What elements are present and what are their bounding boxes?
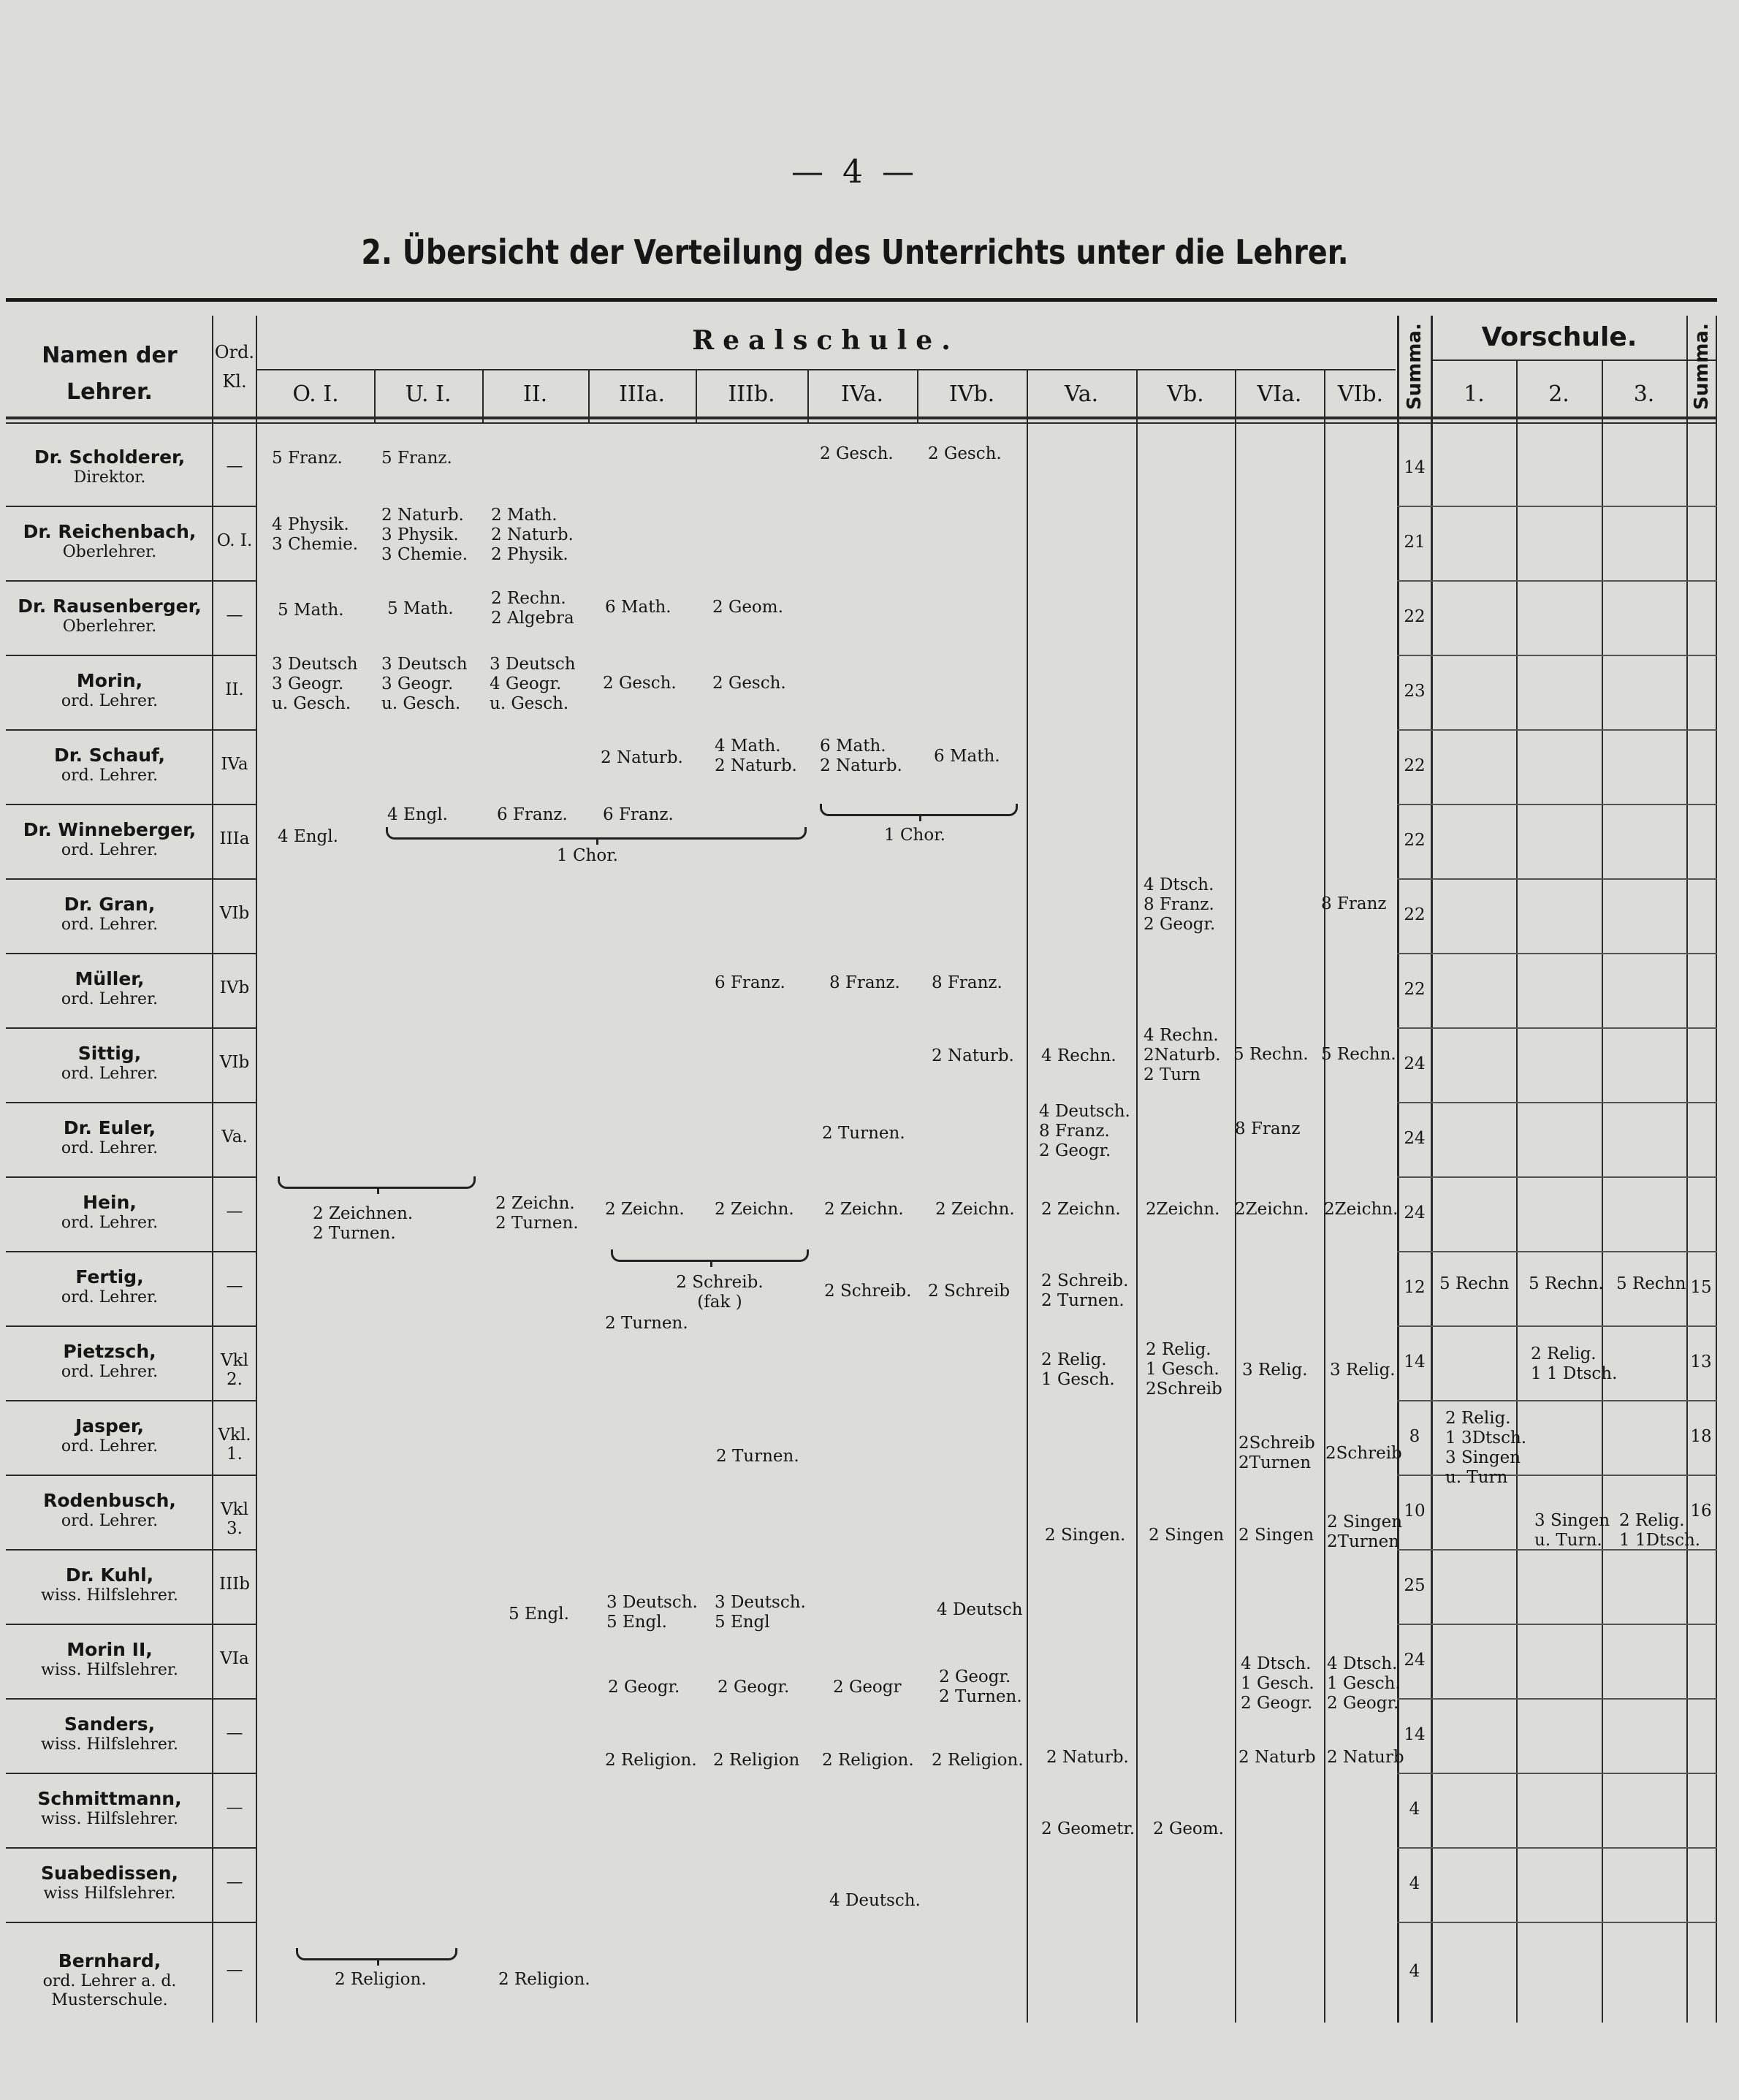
header-subrule	[256, 369, 1396, 370]
assignment-cell: 2 Relig. 1 Gesch. 2Schreib	[1146, 1340, 1222, 1399]
teacher-rank: ord. Lehrer.	[61, 916, 159, 934]
teacher-entry	[7, 1341, 212, 1382]
assignment-cell: 3 Deutsch 3 Geogr. u. Gesch.	[272, 655, 358, 713]
assignment-cell: 3 Deutsch 3 Geogr. u. Gesch.	[381, 655, 468, 713]
class-header: VIa.	[1257, 381, 1302, 407]
grid-vline	[1136, 369, 1138, 2023]
grid-vline	[212, 316, 213, 2023]
ordinarius-class: —	[226, 1960, 243, 1979]
assignment-cell: 2 Naturb.	[601, 748, 683, 767]
assignment-cell: 2 Gesch.	[603, 674, 677, 693]
row-rule	[6, 1549, 256, 1551]
assignment-cell: 5 Franz.	[381, 449, 452, 468]
row-sum: 24	[1404, 1651, 1426, 1670]
row-rule	[1397, 580, 1717, 582]
ordinarius-class: —	[226, 1202, 243, 1221]
ordinarius-class: VIb	[219, 904, 250, 923]
teacher-entry	[7, 968, 212, 1009]
assignment-cell: 2 Zeichn.	[1041, 1200, 1121, 1219]
brace	[820, 804, 1018, 816]
brace	[296, 1948, 457, 1960]
ordinarius-class: —	[226, 1873, 243, 1892]
assignment-cell: 6 Math. 2 Naturb.	[820, 737, 902, 775]
row-sum: 10	[1404, 1502, 1426, 1521]
assignment-cell: 4 Engl.	[387, 805, 448, 824]
assignment-cell: 5 Franz.	[272, 449, 343, 468]
row-rule	[1397, 1922, 1717, 1923]
row-rule	[6, 1325, 256, 1327]
ordinarius-class: —	[226, 1277, 243, 1296]
row-rule	[6, 655, 256, 656]
teacher-name: Morin,	[76, 670, 143, 691]
teacher-entry	[7, 819, 212, 860]
ordinarius-class: —	[226, 1798, 243, 1817]
teacher-entry	[7, 1788, 212, 1829]
row-rule	[1397, 878, 1717, 880]
assignment-cell: 5 Rechn.	[1233, 1045, 1309, 1064]
teacher-entry	[7, 1713, 212, 1754]
teacher-name: Dr. Euler,	[63, 1117, 156, 1138]
assignment-cell: 2 Gesch.	[820, 444, 894, 463]
row-sum: 22	[1404, 980, 1426, 999]
ordinarius-class: Vkl 2.	[221, 1351, 248, 1389]
assignment-cell: 2 Turnen.	[822, 1124, 905, 1143]
assignment-cell: 2 Rechn. 2 Algebra	[491, 589, 574, 628]
row-rule	[1397, 1102, 1717, 1103]
class-header: U. I.	[405, 381, 452, 407]
teacher-name: Dr. Winneberger,	[23, 819, 197, 840]
row-rule	[1397, 655, 1717, 656]
teacher-name: Dr. Gran,	[64, 894, 156, 915]
assignment-cell: 5 Math.	[387, 599, 454, 618]
row-rule	[1397, 1176, 1717, 1178]
brace	[278, 1176, 476, 1189]
row-sum: 22	[1404, 607, 1426, 626]
row-sum: 24	[1404, 1054, 1426, 1073]
assignment-cell: 2 Singen 2Turnen	[1327, 1513, 1403, 1551]
teacher-rank: ord. Lehrer.	[61, 1437, 159, 1456]
assignment-cell: 2 Schreib	[928, 1282, 1011, 1301]
teacher-name: Sittig,	[77, 1043, 142, 1064]
row-rule	[6, 804, 256, 805]
assignment-cell: 6 Franz.	[497, 805, 568, 824]
assignment-cell: 4 Dtsch. 8 Franz. 2 Geogr.	[1144, 875, 1216, 934]
assignment-cell: 2 Schreib. 2 Turnen.	[1041, 1271, 1129, 1310]
teacher-entry	[7, 446, 212, 487]
row-rule	[1397, 506, 1717, 507]
teacher-name: Dr. Reichenbach,	[23, 521, 197, 542]
brace	[386, 827, 807, 840]
teacher-rank: ord. Lehrer.	[61, 990, 159, 1008]
row-sum-vorschule: 16	[1690, 1502, 1712, 1521]
assignment-cell: 2 Geom.	[712, 598, 783, 617]
teacher-name: Müller,	[75, 968, 145, 989]
class-header: VIb.	[1337, 381, 1384, 407]
assignment-cell: 2 Zeichn.	[605, 1200, 685, 1219]
teacher-entry	[7, 1043, 212, 1084]
header-ord: Ord. Kl.	[214, 342, 255, 392]
teacher-rank: ord. Lehrer.	[61, 1065, 159, 1083]
class-header: IIIb.	[728, 381, 775, 407]
teacher-entry	[7, 1639, 212, 1680]
row-sum: 14	[1404, 458, 1426, 477]
assignment-cell: 2 Naturb. 3 Physik. 3 Chemie.	[381, 506, 468, 564]
assignment-cell: 5 Math.	[278, 601, 344, 620]
teacher-name: Rodenbusch,	[43, 1490, 176, 1511]
row-sum: 22	[1404, 831, 1426, 850]
ordinarius-class: VIa	[220, 1649, 249, 1668]
class-header: IIIa.	[619, 381, 665, 407]
table-top-rule	[6, 298, 1717, 302]
assignment-cell: 6 Franz.	[603, 805, 674, 824]
assignment-cell: 2 Schreib.	[824, 1282, 912, 1301]
row-rule	[1397, 1027, 1717, 1029]
teacher-rank: Direktor.	[73, 468, 146, 487]
assignment-cell: 2 Zeichnen. 2 Turnen.	[313, 1204, 414, 1243]
teacher-rank: ord. Lehrer a. d. Musterschule.	[42, 1972, 177, 2009]
teacher-entry	[7, 1863, 212, 1903]
grid-vline	[256, 316, 257, 2023]
row-rule	[6, 1773, 256, 1774]
vorschule-class-header: 1.	[1464, 381, 1485, 407]
assignment-cell: 8 Franz	[1321, 894, 1387, 913]
assignment-cell: 4 Deutsch. 8 Franz. 2 Geogr.	[1039, 1102, 1130, 1160]
assignment-cell: 2 Gesch.	[712, 674, 786, 693]
row-sum-vorschule: 15	[1690, 1278, 1712, 1297]
row-rule	[1397, 1773, 1717, 1774]
teacher-name: Hein,	[83, 1192, 137, 1213]
teacher-name: Schmittmann,	[37, 1788, 182, 1809]
assignment-cell: 2 Geogr. 2 Turnen.	[939, 1667, 1022, 1706]
row-rule	[1397, 729, 1717, 731]
assignment-cell: 2Zeichn.	[1324, 1200, 1399, 1219]
assignment-cell: 2 Relig. 1 3Dtsch. 3 Singen u. Turn	[1445, 1409, 1527, 1487]
teacher-entry	[7, 596, 212, 636]
ordinarius-class: Vkl. 1.	[218, 1426, 251, 1464]
assignment-cell: 4 Rechn.	[1041, 1046, 1116, 1065]
grid-vline	[1686, 316, 1688, 2023]
assignment-cell: 5 Rechn	[1616, 1274, 1686, 1293]
assignment-cell: 2 Religion.	[335, 1970, 427, 1989]
ordinarius-class: IIIb	[219, 1575, 250, 1594]
assignment-cell: 5 Engl.	[509, 1605, 569, 1624]
teacher-entry	[7, 1490, 212, 1531]
teacher-rank: ord. Lehrer.	[61, 1288, 159, 1306]
assignment-cell: 2 Geogr.	[718, 1678, 790, 1697]
teacher-rank: wiss. Hilfslehrer.	[41, 1661, 178, 1679]
vorschule-class-header: 2.	[1548, 381, 1569, 407]
ordinarius-class: IVb	[219, 978, 250, 997]
assignment-cell: 2 Religion	[713, 1751, 800, 1770]
row-sum: 25	[1404, 1576, 1426, 1595]
teacher-name: Jasper,	[75, 1415, 145, 1437]
vorschule-class-header: 3.	[1633, 381, 1655, 407]
row-sum: 14	[1404, 1353, 1426, 1372]
class-header: IVb.	[948, 381, 995, 407]
class-header: Vb.	[1167, 381, 1204, 407]
assignment-cell: 2 Gesch.	[928, 444, 1002, 463]
teacher-rank: ord. Lehrer.	[61, 766, 159, 785]
row-sum: 12	[1404, 1278, 1426, 1297]
teacher-rank: ord. Lehrer.	[61, 841, 159, 859]
row-sum: 22	[1404, 905, 1426, 924]
assignment-cell: 4 Engl.	[278, 827, 338, 846]
row-rule	[6, 1624, 256, 1625]
teacher-rank: wiss Hilfslehrer.	[43, 1884, 176, 1903]
assignment-cell: 2 Zeichn.	[935, 1200, 1015, 1219]
assignment-cell: 2 Naturb.	[932, 1046, 1014, 1065]
row-rule	[6, 953, 256, 954]
header-names: Namen der Lehrer.	[42, 343, 178, 405]
class-header: II.	[522, 381, 548, 407]
ordinarius-class: —	[226, 606, 243, 625]
assignment-cell: 2 Math. 2 Naturb. 2 Physik.	[491, 506, 574, 564]
assignment-cell: 2 Zeichn.	[824, 1200, 904, 1219]
teacher-rank: ord. Lehrer.	[61, 1512, 159, 1530]
assignment-cell: 3 Relig.	[1330, 1361, 1396, 1380]
row-sum: 8	[1409, 1427, 1420, 1446]
row-sum-vorschule: 13	[1690, 1353, 1712, 1372]
assignment-cell: 6 Math.	[934, 747, 1000, 766]
header-bottom-rule	[6, 416, 1717, 419]
teacher-entry	[7, 1564, 212, 1605]
class-header: Va.	[1064, 381, 1099, 407]
row-rule	[1397, 1325, 1717, 1327]
assignment-cell: 2 Geom.	[1153, 1819, 1224, 1838]
row-rule	[1397, 1251, 1717, 1252]
assignment-cell: 4 Deutsch.	[829, 1891, 921, 1910]
assignment-cell: 2 Religion.	[822, 1751, 914, 1770]
ordinarius-class: VIb	[219, 1053, 250, 1072]
teacher-name: Dr. Kuhl,	[65, 1564, 154, 1586]
assignment-cell: 4 Dtsch. 1 Gesch. 2 Geogr.	[1327, 1654, 1401, 1713]
assignment-cell: 4 Physik. 3 Chemie.	[272, 515, 359, 554]
row-sum: 4	[1409, 1800, 1420, 1819]
assignment-cell: 3 Deutsch. 5 Engl.	[606, 1593, 698, 1632]
ordinarius-class: II.	[225, 680, 244, 699]
assignment-cell: 2 Naturb	[1327, 1748, 1404, 1767]
ordinarius-class: Va.	[221, 1127, 248, 1146]
assignment-cell: 2 Relig. 1 1 Dtsch.	[1531, 1344, 1618, 1383]
assignment-cell: 2 Zeichn.	[715, 1200, 794, 1219]
grid-vline	[1324, 369, 1325, 2023]
row-sum: 21	[1404, 533, 1426, 552]
assignment-cell: 2Zeichn.	[1235, 1200, 1309, 1219]
assignment-cell: 2 Naturb.	[1046, 1748, 1129, 1767]
assignment-cell: 2 Geogr	[833, 1678, 902, 1697]
assignment-cell: 8 Franz.	[829, 973, 900, 992]
teacher-entry	[7, 1266, 212, 1307]
header-vorschule: Vorschule.	[1481, 322, 1637, 352]
row-sum: 24	[1404, 1129, 1426, 1148]
teacher-rank: ord. Lehrer.	[61, 1214, 159, 1232]
ordinarius-class: —	[226, 1724, 243, 1743]
teacher-name: Dr. Schauf,	[53, 745, 165, 766]
assignment-cell: 2 Religion.	[498, 1970, 590, 1989]
teacher-entry	[7, 670, 212, 711]
row-rule	[1397, 804, 1717, 805]
row-sum: 22	[1404, 756, 1426, 775]
assignment-cell: 5 Rechn.	[1529, 1274, 1604, 1293]
assignment-cell: 2 Relig. 1 1Dtsch.	[1619, 1511, 1701, 1550]
assignment-cell: 2Zeichn.	[1146, 1200, 1220, 1219]
assignment-cell: 3 Deutsch. 5 Engl	[715, 1593, 806, 1632]
assignment-cell: 8 Franz.	[932, 973, 1002, 992]
ordinarius-class: Vkl 3.	[221, 1500, 248, 1538]
ordinarius-class: —	[226, 457, 243, 476]
assignment-cell: 2 Religion.	[605, 1751, 697, 1770]
row-rule	[6, 506, 256, 507]
teacher-entry	[7, 894, 212, 935]
teacher-name: Suabedissen,	[40, 1863, 178, 1884]
assignment-cell: 8 Franz	[1235, 1119, 1301, 1138]
assignment-cell: 2 Religion.	[932, 1751, 1024, 1770]
assignment-cell: 2 Turnen.	[716, 1447, 799, 1466]
assignment-cell: 2 Schreib. (fak )	[676, 1273, 764, 1312]
teacher-entry	[7, 1950, 212, 2010]
assignment-cell: 2Schreib	[1325, 1444, 1402, 1463]
row-rule	[6, 729, 256, 731]
page-number: — 4 —	[791, 153, 918, 191]
row-rule	[6, 1027, 256, 1029]
row-rule	[1397, 1847, 1717, 1849]
assignment-cell: 3 Relig.	[1242, 1361, 1308, 1380]
assignment-cell: 2 Singen	[1149, 1526, 1225, 1545]
row-rule	[6, 1251, 256, 1252]
assignment-cell: 2 Relig. 1 Gesch.	[1041, 1350, 1115, 1389]
assignment-cell: 2 Singen	[1238, 1526, 1314, 1545]
assignment-cell: 4 Rechn. 2Naturb. 2 Turn	[1144, 1026, 1221, 1084]
grid-vline	[1027, 369, 1028, 2023]
row-rule	[6, 1176, 256, 1178]
teacher-rank: wiss. Hilfslehrer.	[41, 1586, 178, 1605]
grid-vline	[1235, 369, 1236, 2023]
row-rule	[6, 1400, 256, 1401]
teacher-rank: ord. Lehrer.	[61, 1363, 159, 1381]
teacher-entry	[7, 1117, 212, 1158]
assignment-cell: 6 Math.	[605, 598, 671, 617]
assignment-cell: 2 Geogr.	[608, 1678, 680, 1697]
row-sum: 23	[1404, 682, 1426, 701]
teacher-name: Morin II,	[66, 1639, 153, 1660]
ordinarius-class: IIIa	[219, 829, 250, 848]
row-rule	[6, 1698, 256, 1700]
assignment-cell: 3 Deutsch 4 Geogr. u. Gesch.	[490, 655, 576, 713]
ordinarius-class: O. I.	[216, 531, 253, 550]
row-rule	[6, 1847, 256, 1849]
teacher-entry	[7, 745, 212, 785]
assignment-cell: 2 Naturb	[1238, 1748, 1316, 1767]
teacher-name: Dr. Scholderer,	[34, 446, 186, 468]
row-rule	[6, 1475, 256, 1476]
assignment-cell: 6 Franz.	[715, 973, 785, 992]
assignment-cell: 2 Zeichn. 2 Turnen.	[495, 1194, 579, 1233]
row-sum-vorschule: 18	[1690, 1427, 1712, 1446]
grid-vline-summa	[1431, 316, 1433, 2023]
row-rule	[6, 580, 256, 582]
assignment-cell: 2 Geometr.	[1041, 1819, 1135, 1838]
assignment-cell: 4 Dtsch. 1 Gesch. 2 Geogr.	[1241, 1654, 1314, 1713]
ordinarius-class: IVa	[221, 755, 248, 774]
teacher-name: Bernhard,	[58, 1950, 161, 1971]
assignment-cell: 4 Deutsch	[937, 1600, 1023, 1619]
teacher-entry	[7, 521, 212, 562]
row-rule	[6, 1922, 256, 1923]
row-rule	[1397, 953, 1717, 954]
row-sum: 24	[1404, 1203, 1426, 1222]
header-realschule: Realschule.	[692, 325, 959, 356]
teacher-rank: Oberlehrer.	[62, 617, 157, 636]
assignment-cell: 1 Chor.	[884, 826, 945, 845]
page-title: 2. Übersicht der Verteilung des Unterrichts unter die Lehrer.	[361, 232, 1349, 272]
teacher-name: Sanders,	[64, 1713, 156, 1735]
assignment-cell: 2 Singen.	[1045, 1526, 1126, 1545]
assignment-cell: 2 Turnen.	[605, 1314, 688, 1333]
assignment-cell: 2Schreib 2Turnen	[1238, 1434, 1315, 1472]
teacher-name: Dr. Rausenberger,	[18, 596, 202, 617]
header-subrule-vorschule	[1432, 359, 1717, 361]
teacher-entry	[7, 1192, 212, 1233]
header-summa-2: Summa.	[1691, 323, 1713, 411]
row-sum: 14	[1404, 1725, 1426, 1744]
teacher-name: Pietzsch,	[63, 1341, 156, 1362]
assignment-cell: 1 Chor.	[557, 846, 618, 865]
teacher-entry	[7, 1415, 212, 1456]
row-rule	[1397, 1400, 1717, 1401]
assignment-cell: 4 Math. 2 Naturb.	[715, 737, 797, 775]
assignment-cell: 5 Rechn.	[1321, 1045, 1396, 1064]
row-sum: 4	[1409, 1962, 1420, 1981]
header-summa: Summa.	[1404, 323, 1426, 411]
teacher-rank: ord. Lehrer.	[61, 1139, 159, 1157]
row-rule	[1397, 1698, 1717, 1700]
class-header: IVa.	[840, 381, 884, 407]
grid-vline	[1716, 316, 1717, 2023]
teacher-rank: ord. Lehrer.	[61, 692, 159, 710]
row-rule	[6, 1102, 256, 1103]
teacher-name: Fertig,	[75, 1266, 144, 1287]
row-rule	[6, 878, 256, 880]
header-bottom-rule-2	[6, 422, 1717, 424]
class-header: O. I.	[292, 381, 339, 407]
teacher-rank: wiss. Hilfslehrer.	[41, 1810, 178, 1828]
teacher-rank: wiss. Hilfslehrer.	[41, 1735, 178, 1754]
assignment-cell: 5 Rechn	[1439, 1274, 1510, 1293]
row-sum: 4	[1409, 1874, 1420, 1893]
brace	[611, 1249, 809, 1262]
row-rule	[1397, 1624, 1717, 1625]
assignment-cell: 3 Singen u. Turn.	[1534, 1511, 1610, 1550]
teacher-rank: Oberlehrer.	[62, 543, 157, 561]
